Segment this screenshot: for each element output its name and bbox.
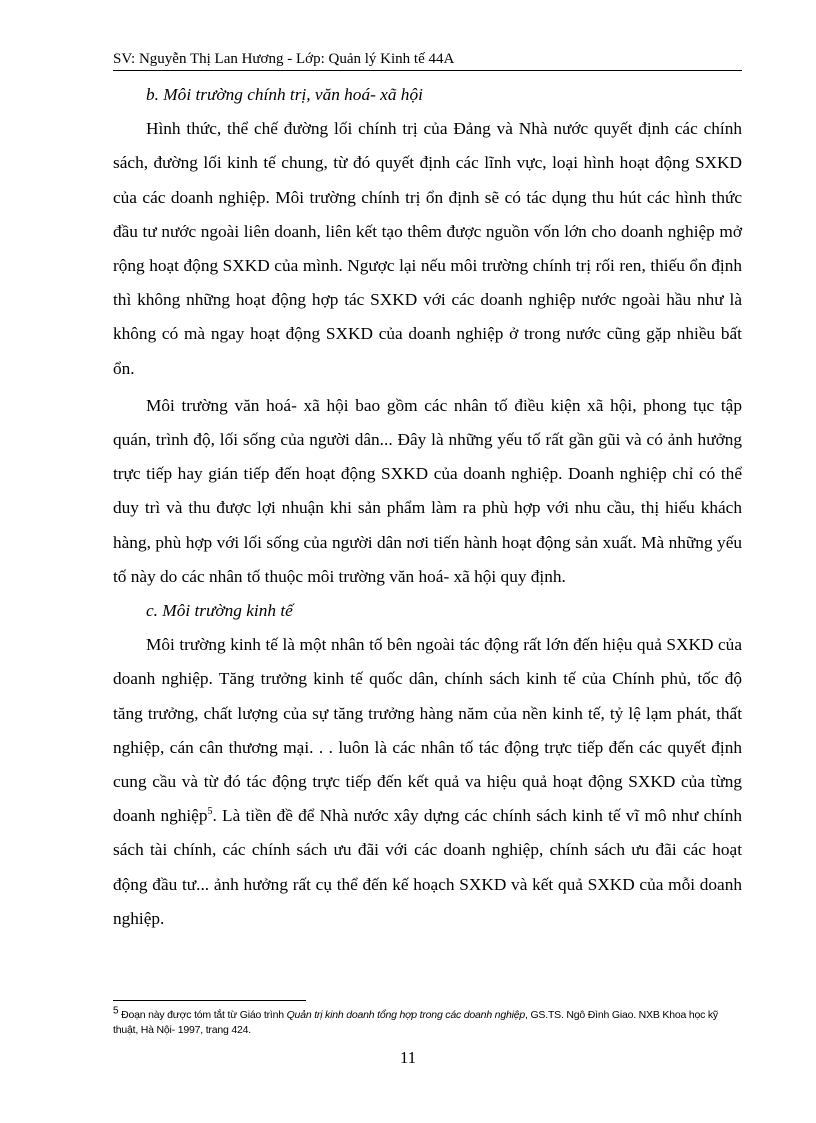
footnote-reference[interactable]: 5	[207, 806, 213, 818]
footnote-text-before: Đoạn này được tóm tắt từ Giáo trình	[118, 1009, 287, 1021]
paragraph-political-environment: Hình thức, thể chế đường lối chính trị của Đảng và Nhà nước quyết định các chính sách, đường lối kinh tế chung, từ đó quyết định các lĩnh vực, loại hình hoạt động SXKD của các doanh nghiệp. Môi trường chính trị ổn định sẽ có tác dụng thu hút các hình thức đầu tư nước ngoài liên doanh, liên kết tạo thêm được nguồn vốn lớn cho doanh nghiệp mở rộng hoạt động SXKD của mình. Ngược lại nếu môi trường chính trị rối ren, thiếu ổn định thì không những hoạt động hợp tác SXKD với các doanh nghiệp nước ngoài hầu như là không có mà ngay hoạt động SXKD của doanh nghiệp ở trong nước cũng gặp nhiều bất ổn.	[113, 119, 742, 378]
paragraph-economic-environment	[113, 628, 742, 936]
page-number: 11	[399, 1048, 417, 1067]
heading-economic-environment: c. Môi trường kinh tế	[146, 601, 293, 621]
header-text: SV: Nguyễn Thị Lan Hương - Lớp: Quản lý Kinh tế 44A	[113, 51, 455, 67]
footnote-source-title: Quản trị kinh doanh tổng hợp trong các doanh nghiệp	[286, 1009, 526, 1021]
economic-text-part2: . Là tiền đề để Nhà nước xây dựng các chính sách kinh tế vĩ mô như chính sách tài chính, các chính sách ưu đãi với các doanh nghiệp, chính sách ưu đãi các hoạt động đầu tư... ảnh hưởng rất cụ thể đến kế hoạch SXKD và kết quả SXKD của mỗi doanh nghiệp.	[113, 806, 743, 928]
footnote-divider	[113, 1000, 306, 1001]
footnote	[113, 1005, 742, 1038]
page-content	[113, 78, 742, 936]
page-header	[113, 49, 742, 71]
footnote-mark: 5	[113, 1005, 119, 1017]
footnote-text-after: , GS.TS. Ngô Đình Giao. NXB Khoa học kỹ thuật, Hà Nội- 1997, trang 424.	[113, 1009, 718, 1036]
economic-text-part1: Môi trường kinh tế là một nhân tố bên ngoài tác động rất lớn đến hiệu quả SXKD của doanh nghiệp. Tăng trưởng kinh tế quốc dân, chính sách kinh tế của Chính phủ, tốc độ tăng trưởng, chất lượng của sự tăng trưởng hàng năm của nền kinh tế, tỷ lệ lạm phát, thất nghiệp, cán cân thương mại. . . luôn là các nhân tố tác động trực tiếp đến các quyết định cung cầu và từ đó tác động trực tiếp đến kết quả va hiệu quả hoạt động SXKD của từng doanh nghiệp	[113, 635, 742, 826]
paragraph-cultural-environment: Môi trường văn hoá- xã hội bao gồm các nhân tố điều kiện xã hội, phong tục tập quán, trình độ, lối sống của người dân... Đây là những yếu tố rất gần gũi và có ảnh hưởng trực tiếp hay gián tiếp đến hoạt động SXKD của doanh nghiệp. Doanh nghiệp chỉ có thể duy trì và thu được lợi nhuận khi sản phẩm làm ra phù hợp với nhu cầu, thị hiếu khách hàng, phù hợp với lối sống của người dân nơi tiến hành hoạt động sản xuất. Mà những yếu tố này do các nhân tố thuộc môi trường văn hoá- xã hội quy định.	[113, 395, 742, 586]
heading-political-cultural-environment: b. Môi trường chính trị, văn hoá- xã hội	[146, 85, 423, 104]
